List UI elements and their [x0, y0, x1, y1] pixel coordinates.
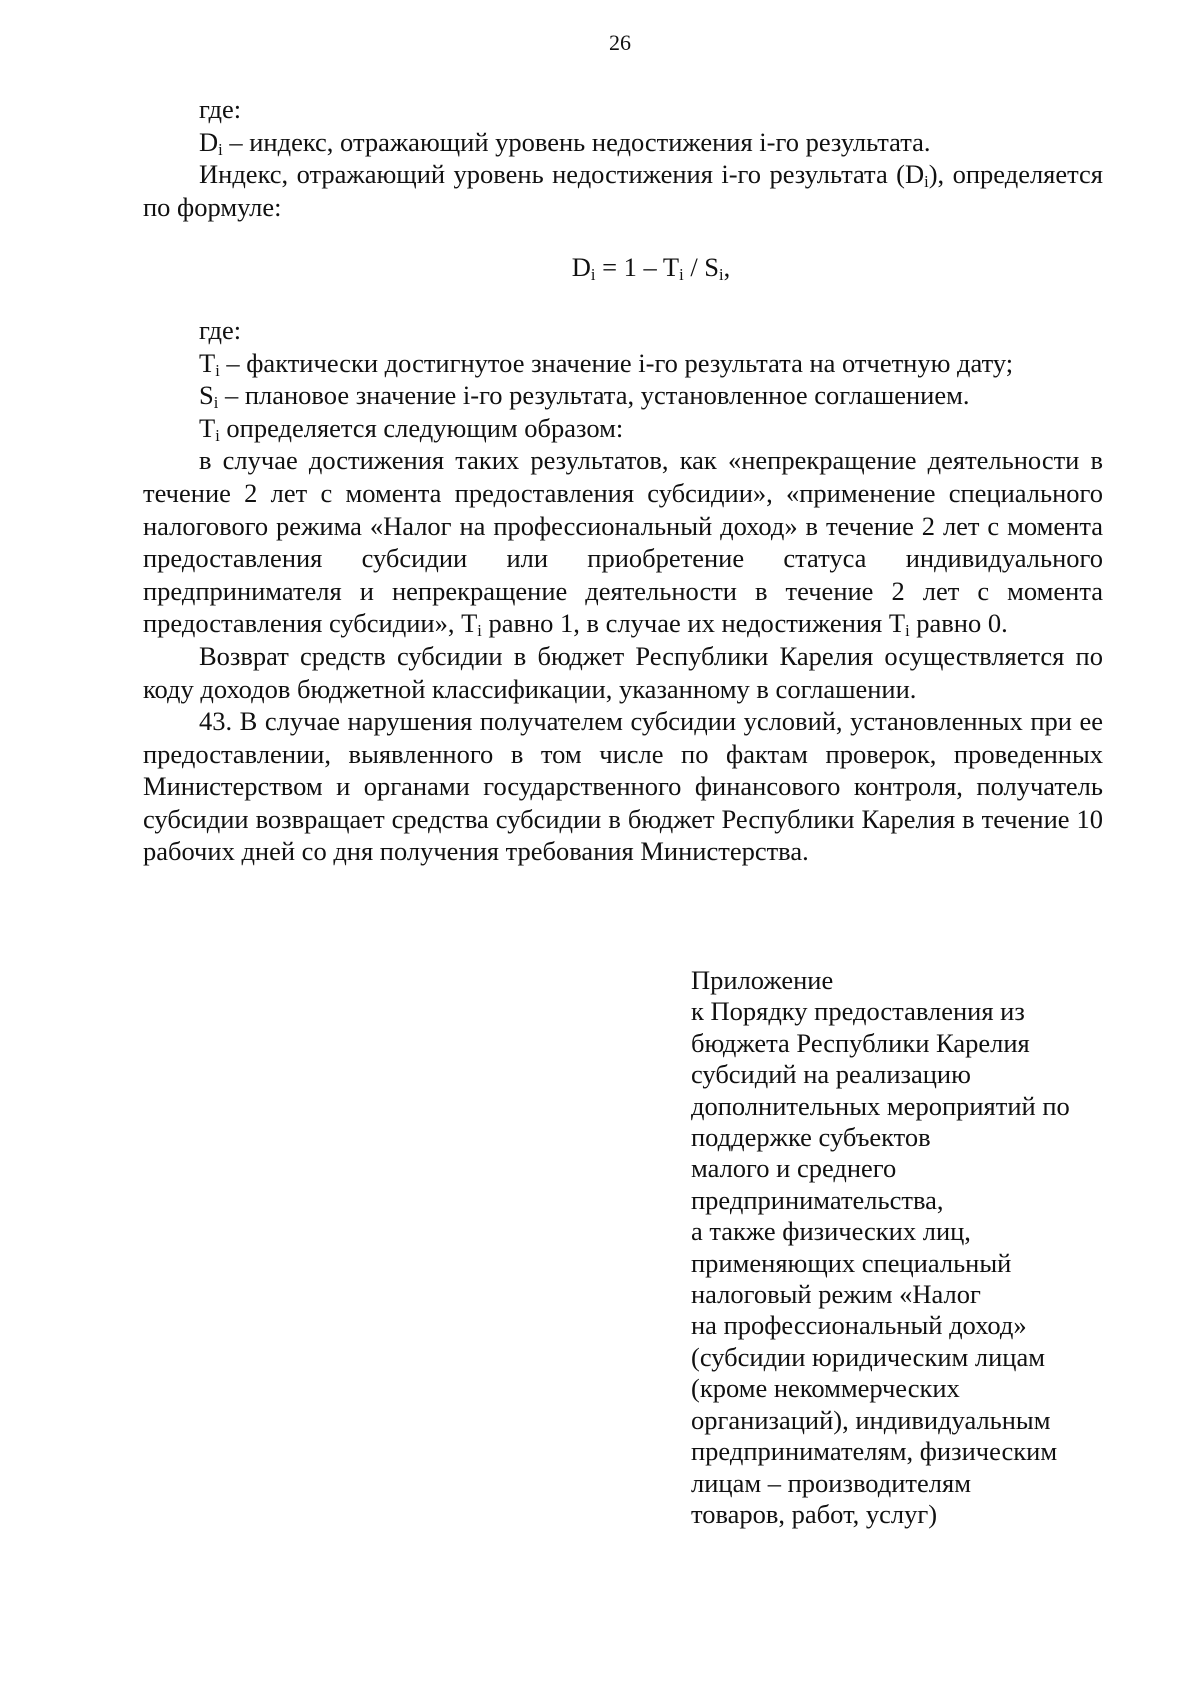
appendix-line: применяющих специальный	[691, 1247, 1012, 1278]
appendix-line: предпринимательства,	[691, 1184, 944, 1215]
appendix-line: лицам – производителям	[691, 1467, 971, 1498]
index-formula-intro: Индекс, отражающий уровень недостижения i-го результата $(D_i)$, определяется по формуле:	[143, 159, 1103, 222]
ti-rule: $T_i$ определяется следующим образом:	[199, 412, 624, 445]
page-number: 26	[609, 30, 631, 55]
appendix-line: предпринимателям, физическим	[691, 1436, 1058, 1467]
appendix-line: Приложение	[691, 965, 834, 995]
document-body	[143, 93, 1103, 868]
where-label-2: где:	[199, 314, 242, 345]
appendix-line: (субсидии юридическим лицам	[691, 1341, 1046, 1372]
appendix-line: поддержке субъектов	[691, 1122, 931, 1153]
appendix-line: организаций), индивидуальным	[691, 1404, 1051, 1435]
refund-paragraph: Возврат средств субсидии в бюджет Республики Карелия осуществляется по коду доходов бюджетной классификации, указанному в соглашении.	[143, 640, 1103, 704]
appendix-line: а также физических лиц,	[691, 1216, 971, 1247]
appendix-line: бюджета Республики Карелия	[691, 1027, 1030, 1058]
si-definition: $S_i$ – плановое значение i-го результата, установленное соглашением.	[199, 380, 970, 413]
where-label: где:	[199, 94, 242, 124]
achievement-case-paragraph: в случае достижения таких результатов, как «непрекращение деятельности в течение 2 лет с момента предоставления субсидии», «применение специального налогового режима «Налог на профессиональный доход» в течение 2 лет с момента предоставления субсидии или приобретение статуса индивидуального предпринимателя и непрекращение деятельности в течение 2 лет с момента предоставления субсидии», $T_i$ равно 1, в случае их недостижения $T_i$ равно 0.	[143, 445, 1103, 641]
appendix-line: (кроме некоммерческих	[691, 1373, 960, 1404]
item-43-paragraph: 43. В случае нарушения получателем субсидии условий, установленных при ее предоставлении, выявленного в том числе по фактам проверок, проведенных Министерством и органами государственного финансового контроля, получатель субсидии возвращает средства субсидии в бюджет Республики Карелия в течение 10 рабочих дней со дня получения требования Министерства.	[143, 706, 1103, 867]
appendix-line: субсидий на реализацию	[691, 1059, 971, 1090]
appendix-line: дополнительных мероприятий по	[691, 1090, 1070, 1121]
appendix-heading	[691, 965, 1111, 1530]
appendix-line: к Порядку предоставления из	[691, 996, 1025, 1027]
appendix-line: на профессиональный доход»	[691, 1310, 1027, 1341]
formula: $D_i = 1 - T_i / S_i$,	[571, 252, 731, 285]
appendix-line: товаров, работ, услуг)	[691, 1498, 938, 1529]
ti-definition: $T_i$ – фактически достигнутое значение i-го результата на отчетную дату;	[199, 347, 1014, 380]
di-definition: $D_i$ – индекс, отражающий уровень недостижения i-го результата.	[199, 126, 931, 159]
appendix-line: малого и среднего	[691, 1153, 897, 1184]
appendix-line: налоговый режим «Налог	[691, 1279, 981, 1310]
